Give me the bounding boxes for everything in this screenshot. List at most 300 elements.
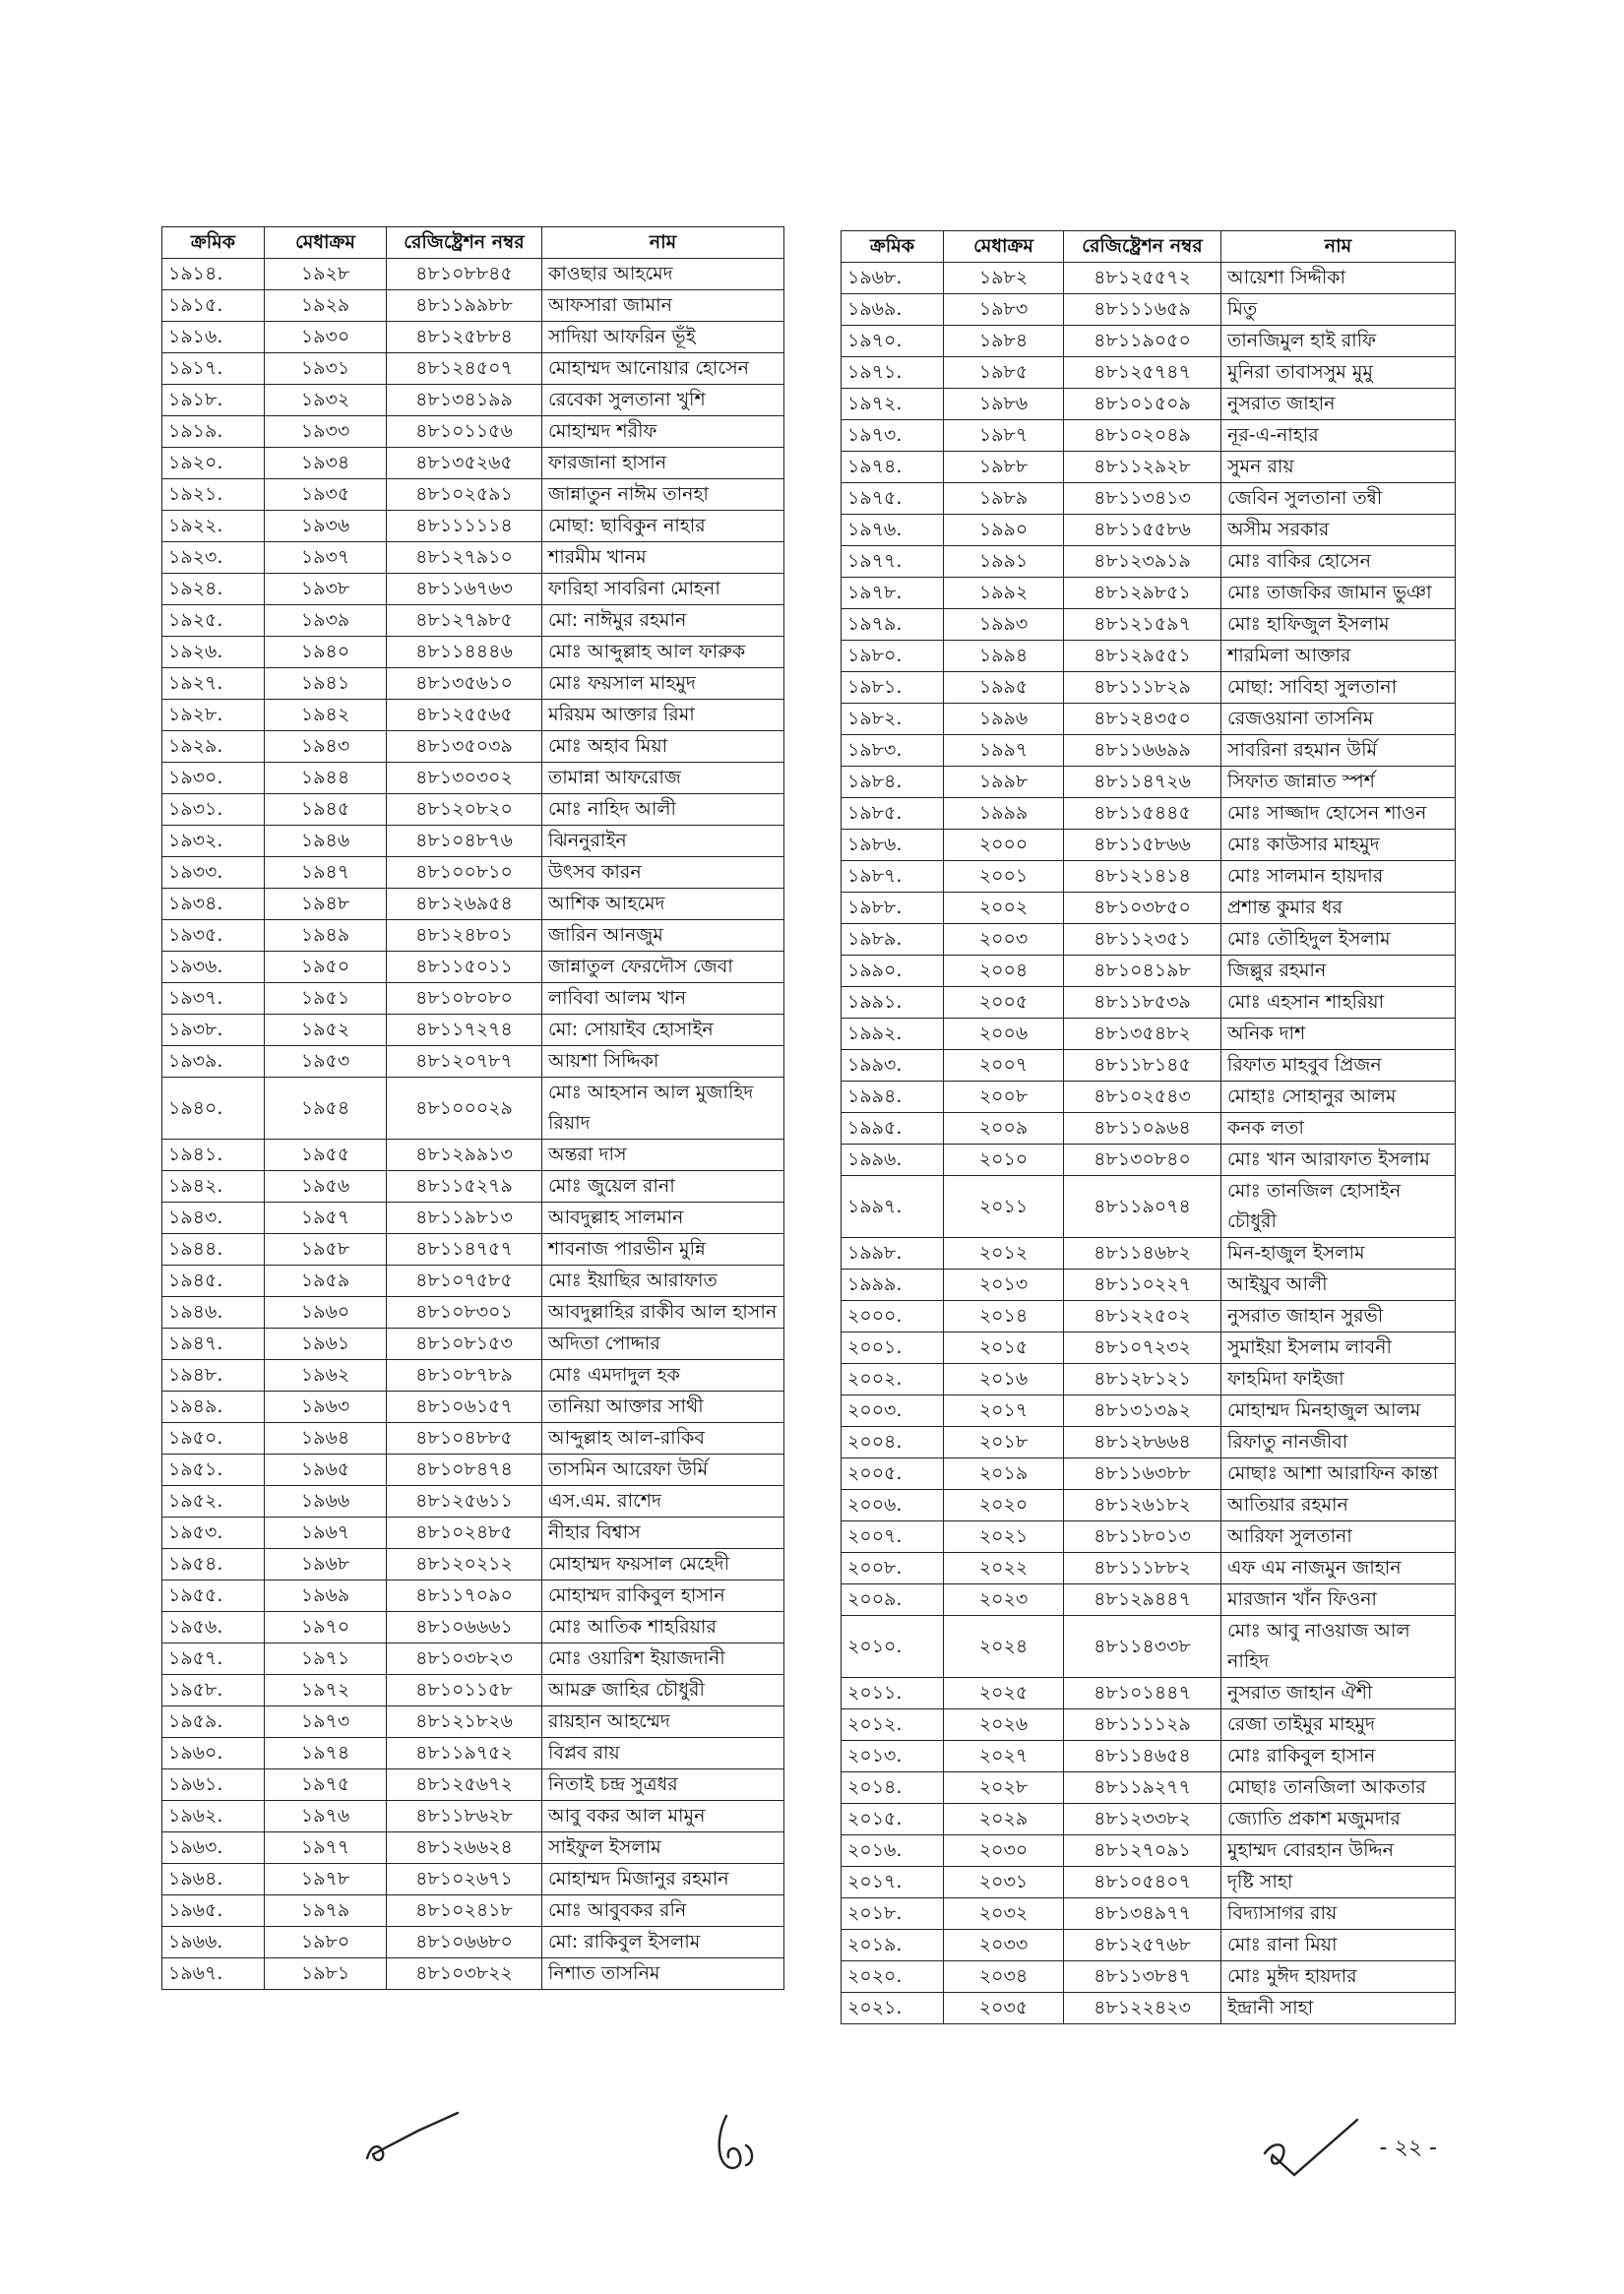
registration-cell: ৪৮১২৩৯১৯ <box>1064 546 1221 578</box>
merit-cell: ১৯৫৮ <box>265 1234 387 1266</box>
serial-cell: ১৯২৯. <box>162 731 265 763</box>
registration-cell: ৪৮১২২৫০২ <box>1064 1301 1221 1333</box>
merit-cell: ১৯৭৮ <box>265 1864 387 1895</box>
merit-cell: ১৯৮৮ <box>944 452 1064 483</box>
registration-cell: ৪৮১২০৮২০ <box>387 794 542 826</box>
table-row <box>842 263 1456 294</box>
registration-cell: ৪৮১২৫৫৭২ <box>1064 263 1221 294</box>
merit-cell: ১৯৪১ <box>265 668 387 700</box>
registration-cell: ৪৮১১১৮৮২ <box>1064 1553 1221 1584</box>
merit-cell: ১৯৩১ <box>265 353 387 385</box>
merit-cell: ২০২৪ <box>944 1616 1064 1678</box>
serial-cell: ১৯৪৭. <box>162 1329 265 1360</box>
name-cell: মো: রাকিবুল ইসলাম <box>542 1927 784 1958</box>
registration-cell: ৪৮১২৩৩৮২ <box>1064 1804 1221 1835</box>
merit-cell: ১৯২৮ <box>265 259 387 290</box>
name-cell: আতিয়ার রহমান <box>1221 1490 1456 1521</box>
merit-cell: ১৯৭২ <box>265 1675 387 1706</box>
registration-cell: ৪৮১০৮০৮০ <box>387 983 542 1015</box>
serial-cell: ২০০৮. <box>842 1553 944 1584</box>
merit-cell: ১৯৬৩ <box>265 1392 387 1423</box>
serial-cell: ১৯৩০. <box>162 763 265 794</box>
serial-cell: ২০০০. <box>842 1301 944 1333</box>
header-registration: রেজিষ্ট্রেশন নম্বর <box>387 227 542 259</box>
serial-cell: ১৯২৪. <box>162 574 265 605</box>
table-row <box>842 1553 1456 1584</box>
serial-cell: ১৯১৬. <box>162 322 265 353</box>
table-row <box>842 1270 1456 1301</box>
registration-cell: ৪৮১২৫৫৬৫ <box>387 700 542 731</box>
name-cell: রেজা তাইমুর মাহমুদ <box>1221 1709 1456 1741</box>
merit-cell: ২০৩৪ <box>944 1961 1064 1993</box>
name-cell: মোহাম্মদ আনোয়ার হোসেন <box>542 353 784 385</box>
registration-cell: ৪৮১০৬৬৮০ <box>387 1927 542 1958</box>
table-row <box>842 1458 1456 1490</box>
header-serial: ক্রমিক <box>162 227 265 259</box>
header-merit: মেধাক্রম <box>944 231 1064 263</box>
serial-cell: ১৯৪৬. <box>162 1297 265 1329</box>
serial-cell: ১৯৭৮. <box>842 578 944 609</box>
registration-cell: ৪৮১১৫৫৮৬ <box>1064 515 1221 546</box>
merit-cell: ১৯৩৩ <box>265 416 387 448</box>
serial-cell: ১৯৫৪. <box>162 1549 265 1581</box>
registration-cell: ৪৮১১৯৭৫২ <box>387 1738 542 1769</box>
table-row <box>842 798 1456 830</box>
merit-cell: ১৯৩২ <box>265 385 387 416</box>
table-row <box>162 448 784 479</box>
name-cell: মোঃ ফয়সাল মাহমুদ <box>542 668 784 700</box>
serial-cell: ১৯৪০. <box>162 1078 265 1140</box>
serial-cell: ১৯৯৪. <box>842 1082 944 1113</box>
merit-cell: ১৯৭৭ <box>265 1832 387 1864</box>
serial-cell: ১৯৩৭. <box>162 983 265 1015</box>
name-cell: মোছাঃ আশা আরাফিন কান্তা <box>1221 1458 1456 1490</box>
table-row <box>162 1455 784 1486</box>
serial-cell: ১৯৯৭. <box>842 1176 944 1238</box>
registration-cell: ৪৮১১৮১৪৫ <box>1064 1050 1221 1082</box>
serial-cell: ১৯৪৪. <box>162 1234 265 1266</box>
table-row <box>162 983 784 1015</box>
registration-cell: ৪৮১২৯৯১৩ <box>387 1140 542 1171</box>
table-row <box>842 1867 1456 1898</box>
registration-cell: ৪৮১১৮৫৩৯ <box>1064 987 1221 1019</box>
serial-cell: ১৯৬৮. <box>842 263 944 294</box>
merit-cell: ১৯৮৭ <box>944 420 1064 452</box>
header-registration: রেজিষ্ট্রেশন নম্বর <box>1064 231 1221 263</box>
serial-cell: ১৯৫২. <box>162 1486 265 1518</box>
registration-cell: ৪৮১০৪৮৭৬ <box>387 826 542 857</box>
serial-cell: ১৯৫৬. <box>162 1612 265 1643</box>
merit-cell: ১৯২৯ <box>265 290 387 322</box>
serial-cell: ১৯৭৯. <box>842 609 944 641</box>
merit-cell: ২০১৩ <box>944 1270 1064 1301</box>
serial-cell: ১৯৭২. <box>842 389 944 420</box>
registration-cell: ৪৮১১১১২৯ <box>1064 1709 1221 1741</box>
merit-cell: ১৯৬০ <box>265 1297 387 1329</box>
merit-cell: ১৯৭৪ <box>265 1738 387 1769</box>
merit-cell: ১৯৪৯ <box>265 920 387 952</box>
registration-cell: ৪৮১১৩৮৪৭ <box>1064 1961 1221 1993</box>
table-row <box>842 357 1456 389</box>
name-cell: আবদুল্লাহির রাকীব আল হাসান <box>542 1297 784 1329</box>
table-row <box>162 763 784 794</box>
registration-cell: ৪৮১০৮৭৮৯ <box>387 1360 542 1392</box>
name-cell: জান্নাতুন নাঈম তানহা <box>542 479 784 511</box>
serial-cell: ১৯৭১. <box>842 357 944 389</box>
table-row <box>162 1078 784 1140</box>
table-row <box>842 1741 1456 1772</box>
serial-cell: ২০২১. <box>842 1993 944 2024</box>
merit-cell: ২০৩১ <box>944 1867 1064 1898</box>
table-row <box>842 1616 1456 1678</box>
merit-cell: ১৯৪৩ <box>265 731 387 763</box>
name-cell: মুনিরা তাবাসসুম মুমু <box>1221 357 1456 389</box>
serial-cell: ১৯৯৫. <box>842 1113 944 1145</box>
serial-cell: ২০০৭. <box>842 1521 944 1553</box>
name-cell: ইন্দ্রানী সাহা <box>1221 1993 1456 2024</box>
merit-cell: ১৯৯৫ <box>944 672 1064 704</box>
merit-cell: ২০৩৩ <box>944 1930 1064 1961</box>
registration-cell: ৪৮১০২৪১৮ <box>387 1895 542 1927</box>
table-row <box>162 1234 784 1266</box>
table-row <box>842 1333 1456 1364</box>
merit-cell: ২০২০ <box>944 1490 1064 1521</box>
registration-cell: ৪৮১০৮৮৪৫ <box>387 259 542 290</box>
name-cell: আয়েশা সিদ্দীকা <box>1221 263 1456 294</box>
serial-cell: ১৯৫০. <box>162 1423 265 1455</box>
name-cell: মোঃ এমদাদুল হক <box>542 1360 784 1392</box>
serial-cell: ১৯৮১. <box>842 672 944 704</box>
merit-cell: ১৯৯২ <box>944 578 1064 609</box>
name-cell: ফারজানা হাসান <box>542 448 784 479</box>
registration-cell: ৪৮১০৮১৫৩ <box>387 1329 542 1360</box>
table-row <box>162 1297 784 1329</box>
signature-mark-left <box>359 2101 468 2175</box>
registration-cell: ৪৮১০৫৪০৭ <box>1064 1867 1221 1898</box>
table-row <box>162 826 784 857</box>
table-row <box>842 1490 1456 1521</box>
serial-cell: ২০১৩. <box>842 1741 944 1772</box>
serial-cell: ২০১৭. <box>842 1867 944 1898</box>
registration-cell: ৪৮১২৫৮৮৪ <box>387 322 542 353</box>
registration-cell: ৪৮১০৮৩০১ <box>387 1297 542 1329</box>
merit-cell: ১৯৩৪ <box>265 448 387 479</box>
table-row <box>842 672 1456 704</box>
serial-cell: ২০২০. <box>842 1961 944 1993</box>
name-cell: মোঃ সালমান হায়দার <box>1221 861 1456 893</box>
serial-cell: ২০০২. <box>842 1364 944 1395</box>
table-row <box>162 353 784 385</box>
registration-cell: ৪৮১২৪৮০১ <box>387 920 542 952</box>
merit-cell: ২০০৬ <box>944 1019 1064 1050</box>
name-cell: আমব্রু জাহির চৌধুরী <box>542 1675 784 1706</box>
serial-cell: ১৯৬২. <box>162 1801 265 1832</box>
serial-cell: ২০০৬. <box>842 1490 944 1521</box>
serial-cell: ১৯২৭. <box>162 668 265 700</box>
merit-cell: ১৯৭৯ <box>265 1895 387 1927</box>
merit-cell: ১৯৮৫ <box>944 357 1064 389</box>
registration-cell: ৪৮১৩৫৬১০ <box>387 668 542 700</box>
table-row <box>842 1521 1456 1553</box>
table-row <box>162 1171 784 1203</box>
merit-list-table-left <box>161 226 784 1990</box>
name-cell: শারমিলা আক্তার <box>1221 641 1456 672</box>
name-cell: রেবেকা সুলতানা খুশি <box>542 385 784 416</box>
name-cell: মোহাম্মদ মিজানুর রহমান <box>542 1864 784 1895</box>
serial-cell: ১৯৫১. <box>162 1455 265 1486</box>
registration-cell: ৪৮১১৪৭৫৭ <box>387 1234 542 1266</box>
registration-cell: ৪৮১২৬৬২৪ <box>387 1832 542 1864</box>
registration-cell: ৪৮১১৫০১১ <box>387 952 542 983</box>
table-row <box>842 924 1456 956</box>
serial-cell: ১৯৯৮. <box>842 1238 944 1270</box>
table-row <box>162 1486 784 1518</box>
merit-cell: ১৯৯৩ <box>944 609 1064 641</box>
registration-cell: ৪৮১৩৪১৯৯ <box>387 385 542 416</box>
table-row <box>842 1050 1456 1082</box>
serial-cell: ২০০৫. <box>842 1458 944 1490</box>
name-cell: জান্নাতুল ফেরদৌস জেবা <box>542 952 784 983</box>
registration-cell: ৪৮১০৮৪৭৪ <box>387 1455 542 1486</box>
serial-cell: ১৯৩৪. <box>162 889 265 920</box>
table-row <box>162 637 784 668</box>
merit-cell: ২০১৪ <box>944 1301 1064 1333</box>
serial-cell: ১৯৭৬. <box>842 515 944 546</box>
serial-cell: ১৯৪১. <box>162 1140 265 1171</box>
table-row <box>162 479 784 511</box>
name-cell: আইয়ুব আলী <box>1221 1270 1456 1301</box>
serial-cell: ১৯৬০. <box>162 1738 265 1769</box>
name-cell: মোঃ আব্দুল্লাহ আল ফারুক <box>542 637 784 668</box>
merit-cell: ২০০৯ <box>944 1113 1064 1145</box>
table-row <box>842 326 1456 357</box>
serial-cell: ১৯৪৩. <box>162 1203 265 1234</box>
table-row <box>162 1518 784 1549</box>
table-row <box>842 294 1456 326</box>
registration-cell: ৪৮১১৪৭২৬ <box>1064 767 1221 798</box>
table-row <box>842 1993 1456 2024</box>
name-cell: নিতাই চন্দ্র সুত্রধর <box>542 1769 784 1801</box>
serial-cell: ১৯৫৫. <box>162 1581 265 1612</box>
serial-cell: ১৯৯১. <box>842 987 944 1019</box>
serial-cell: ১৯৩২. <box>162 826 265 857</box>
name-cell: মোঃ রানা মিয়া <box>1221 1930 1456 1961</box>
name-cell: মোঃ ইয়াছির আরাফাত <box>542 1266 784 1297</box>
registration-cell: ৪৮১১৯২৭৭ <box>1064 1772 1221 1804</box>
serial-cell: ১৯২৩. <box>162 542 265 574</box>
table-row <box>162 1612 784 1643</box>
registration-cell: ৪৮১২৪৩৫০ <box>1064 704 1221 735</box>
merit-cell: ১৯৪৭ <box>265 857 387 889</box>
table-row <box>162 1203 784 1234</box>
registration-cell: ৪৮১১১৬৫৯ <box>1064 294 1221 326</box>
serial-cell: ১৯৮৩. <box>842 735 944 767</box>
name-cell: মোছা: সাবিহা সুলতানা <box>1221 672 1456 704</box>
serial-cell: ১৯৫৮. <box>162 1675 265 1706</box>
merit-cell: ২০১৭ <box>944 1395 1064 1427</box>
table-row <box>162 700 784 731</box>
name-cell: রিফাত মাহবুব প্রিজন <box>1221 1050 1456 1082</box>
serial-cell: ১৯৩৫. <box>162 920 265 952</box>
name-cell: এফ এম নাজমুন জাহান <box>1221 1553 1456 1584</box>
table-row <box>842 641 1456 672</box>
serial-cell: ২০০৪. <box>842 1427 944 1458</box>
name-cell: মোঃ খান আরাফাত ইসলাম <box>1221 1145 1456 1176</box>
name-cell: কনক লতা <box>1221 1113 1456 1145</box>
header-name: নাম <box>1221 231 1456 263</box>
name-cell: আবু বকর আল মামুন <box>542 1801 784 1832</box>
serial-cell: ১৯২৮. <box>162 700 265 731</box>
registration-cell: ৪৮১২৮৬৬৪ <box>1064 1427 1221 1458</box>
registration-cell: ৪৮১১৬৭৬৩ <box>387 574 542 605</box>
registration-cell: ৪৮১২১৮২৬ <box>387 1706 542 1738</box>
serial-cell: ১৯৬৬. <box>162 1927 265 1958</box>
table-row <box>162 1706 784 1738</box>
name-cell: নিশাত তাসনিম <box>542 1958 784 1990</box>
name-cell: মোঃ তানজিল হোসাইন চৌধুরী <box>1221 1176 1456 1238</box>
merit-cell: ১৯৩০ <box>265 322 387 353</box>
registration-cell: ৪৮১০৭২৩২ <box>1064 1333 1221 1364</box>
serial-cell: ১৯৮৪. <box>842 767 944 798</box>
merit-cell: ১৯৫৩ <box>265 1046 387 1078</box>
registration-cell: ৪৮১২৫৭৬৮ <box>1064 1930 1221 1961</box>
name-cell: মোঃ আবু নাওয়াজ আল নাহিদ <box>1221 1616 1456 1678</box>
name-cell: রেজওয়ানা তাসনিম <box>1221 704 1456 735</box>
name-cell: মোঃ মুঈদ হায়দার <box>1221 1961 1456 1993</box>
serial-cell: ১৯২২. <box>162 511 265 542</box>
serial-cell: ১৯৫৭. <box>162 1643 265 1675</box>
registration-cell: ৪৮১৩০৩০২ <box>387 763 542 794</box>
registration-cell: ৪৮১৩১৩৯২ <box>1064 1395 1221 1427</box>
table-row <box>842 1709 1456 1741</box>
merit-cell: ২০০৮ <box>944 1082 1064 1113</box>
table-row <box>162 1895 784 1927</box>
serial-cell: ১৯২০. <box>162 448 265 479</box>
registration-cell: ৪৮১০৩৮২২ <box>387 1958 542 1990</box>
merit-cell: ২০১৬ <box>944 1364 1064 1395</box>
merit-cell: ১৯৮২ <box>944 263 1064 294</box>
name-cell: দৃষ্টি সাহা <box>1221 1867 1456 1898</box>
table-row <box>842 1301 1456 1333</box>
name-cell: মারজান খাঁন ফিওনা <box>1221 1584 1456 1616</box>
merit-cell: ২০০৫ <box>944 987 1064 1019</box>
merit-cell: ১৯৭৫ <box>265 1769 387 1801</box>
merit-cell: ২০২৩ <box>944 1584 1064 1616</box>
name-cell: মোহাম্মদ ফয়সাল মেহেদী <box>542 1549 784 1581</box>
merit-cell: ১৯৫২ <box>265 1015 387 1046</box>
name-cell: মোঃ অহাব মিয়া <box>542 731 784 763</box>
registration-cell: ৪৮১১৯৮১৩ <box>387 1203 542 1234</box>
registration-cell: ৪৮১২৭৯৮৫ <box>387 605 542 637</box>
table-row <box>162 1392 784 1423</box>
registration-cell: ৪৮১৩৫২৬৫ <box>387 448 542 479</box>
name-cell: তামান্না আফরোজ <box>542 763 784 794</box>
name-cell: আফসারা জামান <box>542 290 784 322</box>
merit-cell: ২০১৯ <box>944 1458 1064 1490</box>
serial-cell: ১৯৭৪. <box>842 452 944 483</box>
name-cell: নুসরাত জাহান <box>1221 389 1456 420</box>
name-cell: তানিয়া আক্তার সাথী <box>542 1392 784 1423</box>
merit-cell: ১৯৬৪ <box>265 1423 387 1455</box>
registration-cell: ৪৮১২৬১৮২ <box>1064 1490 1221 1521</box>
merit-cell: ১৯৬৭ <box>265 1518 387 1549</box>
name-cell: ফারিহা সাবরিনা মোহনা <box>542 574 784 605</box>
table-row <box>162 1769 784 1801</box>
table-row <box>842 1835 1456 1867</box>
table-row <box>162 952 784 983</box>
name-cell: জেবিন সুলতানা তন্বী <box>1221 483 1456 515</box>
serial-cell: ১৯১৯. <box>162 416 265 448</box>
table-row <box>162 511 784 542</box>
merit-cell: ২০২২ <box>944 1553 1064 1584</box>
name-cell: রায়হান আহম্মেদ <box>542 1706 784 1738</box>
merit-cell: ১৯৪৫ <box>265 794 387 826</box>
merit-cell: ১৯৪৮ <box>265 889 387 920</box>
name-cell: মোঃ ওয়ারিশ ইয়াজদানী <box>542 1643 784 1675</box>
registration-cell: ৪৮১২৫৭৪৭ <box>1064 357 1221 389</box>
table-row <box>842 483 1456 515</box>
registration-cell: ৪৮১০২০৪৯ <box>1064 420 1221 452</box>
table-row <box>162 889 784 920</box>
merit-cell: ১৯৯০ <box>944 515 1064 546</box>
table-row <box>842 389 1456 420</box>
table-row <box>842 1804 1456 1835</box>
name-cell: মোঃ আতিক শাহরিয়ার <box>542 1612 784 1643</box>
name-cell: লাবিবা আলম খান <box>542 983 784 1015</box>
registration-cell: ৪৮১১১৮২৯ <box>1064 672 1221 704</box>
serial-cell: ১৯৮২. <box>842 704 944 735</box>
merit-cell: ২০৩৫ <box>944 1993 1064 2024</box>
serial-cell: ১৯১৮. <box>162 385 265 416</box>
merit-cell: ১৯৬৫ <box>265 1455 387 1486</box>
table-row <box>842 767 1456 798</box>
name-cell: মোঃ কাউসার মাহমুদ <box>1221 830 1456 861</box>
serial-cell: ২০০১. <box>842 1333 944 1364</box>
table-row <box>842 578 1456 609</box>
merit-cell: ২০২৮ <box>944 1772 1064 1804</box>
page-number: - ২২ - <box>1379 2136 1437 2160</box>
header-name: নাম <box>542 227 784 259</box>
table-row <box>162 574 784 605</box>
registration-cell: ৪৮১০১৪৪৭ <box>1064 1678 1221 1709</box>
registration-cell: ৪৮১০৩৮২৩ <box>387 1643 542 1675</box>
serial-cell: ১৯৬৯. <box>842 294 944 326</box>
name-cell: আবদুল্লাহ সালমান <box>542 1203 784 1234</box>
serial-cell: ১৯৯৩. <box>842 1050 944 1082</box>
serial-cell: ১৯৭৩. <box>842 420 944 452</box>
name-cell: মোহাম্মদ শরীফ <box>542 416 784 448</box>
name-cell: মো: সোয়াইব হোসাইন <box>542 1015 784 1046</box>
merit-cell: ২০১১ <box>944 1176 1064 1238</box>
table-row <box>162 290 784 322</box>
serial-cell: ১৯৮৭. <box>842 861 944 893</box>
serial-cell: ১৯১৫. <box>162 290 265 322</box>
merit-cell: ১৯৭৩ <box>265 1706 387 1738</box>
registration-cell: ৪৮১১২৯২৮ <box>1064 452 1221 483</box>
table-row <box>162 1581 784 1612</box>
serial-cell: ২০১৮. <box>842 1898 944 1930</box>
registration-cell: ৪৮১২০৭৮৭ <box>387 1046 542 1078</box>
registration-cell: ৪৮১০৭৫৮৫ <box>387 1266 542 1297</box>
registration-cell: ৪৮১১৪৪৪৬ <box>387 637 542 668</box>
name-cell: সিফাত জান্নাত স্পর্শ <box>1221 767 1456 798</box>
name-cell: সাদিয়া আফরিন ভূঁই <box>542 322 784 353</box>
name-cell: মোঃ রাকিবুল হাসান <box>1221 1741 1456 1772</box>
table-row <box>162 322 784 353</box>
table-row <box>842 1961 1456 1993</box>
name-cell: মোহাম্মদ রাকিবুল হাসান <box>542 1581 784 1612</box>
serial-cell: ১৯৭৭. <box>842 546 944 578</box>
